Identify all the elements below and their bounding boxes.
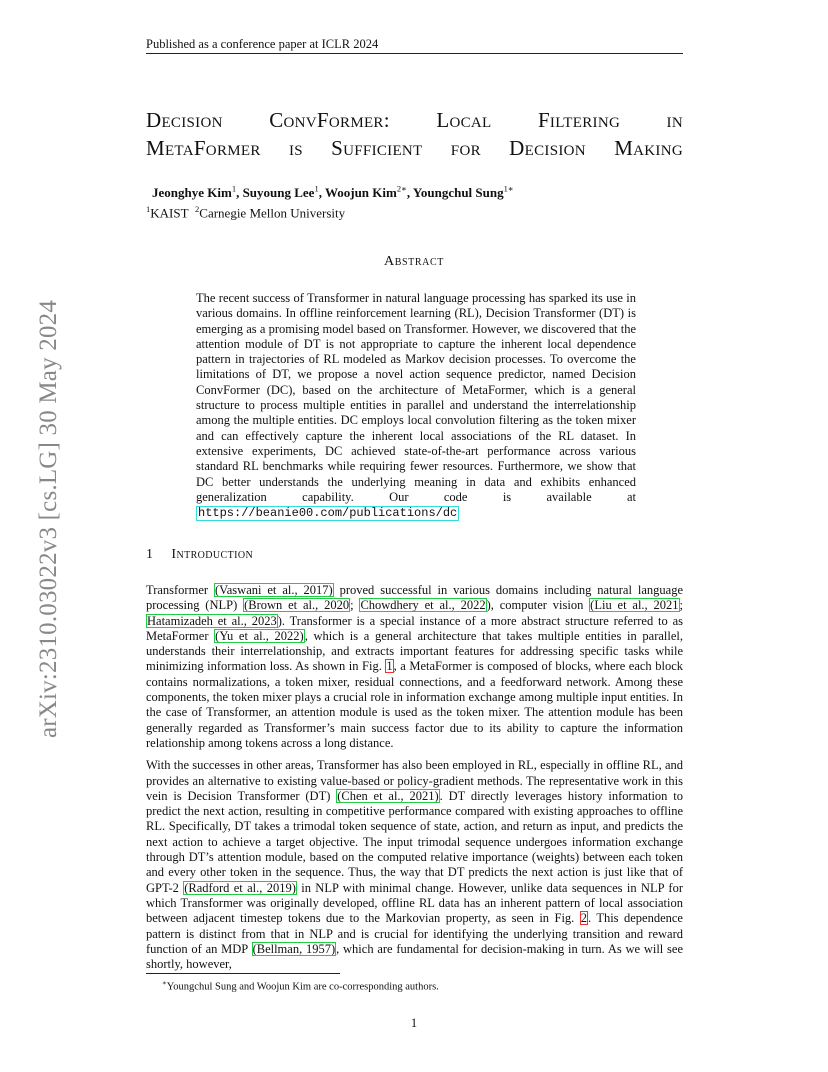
text-run: Transformer — [146, 583, 214, 597]
abstract-text: The recent success of Transformer in natural language processing has sparked its use in various domains. In offline reinforcement learning (RL), Decision Transformer (DT) is emerging as a promising model based on Transformer. However, we discovered that the attention module of DT is not appropriate to capture the inherent local dependence pattern in trajectories of RL modeled as Markov decision processes. To overcome the limitations of DT, we propose a novel action sequence predictor, named Decision ConvFormer (DC), based on the architecture of MetaFormer, which is a general structure to process multiple entities in parallel and understand the interrelationship among the multiple entities. DC employs local convolution filtering as the token mixer and can effectively capture the inherent local associations of the RL dataset. In extensive experiments, DC achieved state-of-the-art performance across various standard RL benchmarks while requiring fewer resources. Furthermore, we show that DC better understands the underlying meaning in data and exhibits enhanced generalization capability. Our code is available at — [196, 291, 636, 504]
paper-title — [146, 106, 683, 162]
introduction-body — [146, 583, 683, 979]
text-run: proved successful in various domains including natural language processing (NLP) — [146, 583, 683, 613]
text-run: ). Transformer is a special instance of a more abstract structure referred to as MetaFormer — [146, 613, 684, 643]
affiliation-2: Carnegie Mellon University — [199, 205, 346, 221]
affiliation-1-mark: 1 — [146, 204, 151, 215]
author-2-mark: 1 — [314, 184, 319, 194]
figure-1-link[interactable]: 1 — [386, 659, 393, 674]
affiliation-1: KAIST — [150, 205, 189, 221]
arxiv-identifier-text: arXiv:2310.03022v3 [cs.LG] 30 May 2024 — [34, 299, 62, 739]
footnote-text: Youngchul Sung and Woojun Kim are co-corresponding authors. — [166, 981, 439, 993]
citation-chowdhery[interactable]: Chowdhery et al., 2022 — [360, 598, 486, 613]
affiliation-2-mark: 2 — [195, 204, 200, 215]
citation-chen[interactable]: (Chen et al., 2021) — [337, 788, 439, 803]
section-title: Introduction — [171, 547, 254, 562]
author-3-mark: 2∗ — [396, 184, 407, 194]
text-run: . This dependence pattern is distinct from that in NLP and is crucial for identifying the underlying transition and reward function of an MDP — [146, 911, 683, 956]
footnote — [162, 977, 662, 994]
section-heading — [146, 547, 253, 563]
author-block — [146, 181, 632, 222]
footnote-rule — [146, 973, 340, 974]
author-2: Suyoung Lee — [242, 185, 315, 201]
text-run: in NLP with minimal change. However, unlike data sequences in NLP for which Transformer was originally developed, offline RL data has an inherent pattern of local association between adjacent timestep tokens due to the Markovian property, as seen in Fig. — [146, 880, 683, 926]
paragraph-1 — [146, 583, 683, 751]
citation-vaswani[interactable]: (Vaswani et al., 2017) — [214, 583, 333, 597]
title-line-2: MetaFormer is Sufficient for Decision Making — [146, 136, 683, 160]
author-4: Youngchul Sung — [412, 185, 504, 201]
citation-radford[interactable]: (Radford et al., 2019) — [184, 880, 296, 895]
author-names: Jeonghye Kim$^1$, Suyoung Lee$^1$, Woojun Kim$^{2∗}$, Youngchul Sung$^{1∗}$ — [152, 184, 514, 201]
text-run: , a MetaFormer is composed of blocks, where each block contains normalizations, a token mixer, residual connections, and a feedforward network. Among these components, the token mixer plays a crucial role in information exchange among multiple input entities. In the case of Transformer, an attention module is used as the token mixer. The attention module has been generally regarded as Transformer’s main success factor due to its ability to capture the information relationship among tokens across a long distance. — [146, 659, 683, 750]
code-url-link[interactable]: https://beanie00.com/publications/dc — [198, 506, 458, 521]
citation-brown[interactable]: (Brown et al., 2020 — [244, 598, 350, 613]
author-4-mark: 1∗ — [503, 184, 514, 194]
page-number: 1 — [410, 1016, 418, 1030]
text-run: With the successes in other areas, Transformer has also been employed in RL, especially in offline RL, and provides an alternative to existing value-based or policy-gradient methods. The representative work in this vein is Decision Transformer (DT) — [146, 758, 683, 803]
citation-yu[interactable]: (Yu et al., 2022) — [215, 628, 304, 643]
author-3: Woojun Kim — [324, 185, 397, 201]
section-number: 1 — [146, 547, 154, 562]
footnote-mark: ∗ — [162, 979, 167, 987]
arxiv-identifier — [34, 278, 63, 760]
citation-hatamizadeh[interactable]: Hatamizadeh et al., 2023 — [147, 613, 277, 628]
text-run: ), computer vision — [486, 598, 590, 613]
figure-2-link[interactable]: 2 — [580, 911, 587, 926]
text-run: , which is a general architecture that takes multiple entities in parallel, understands their interrelationship, and extracts important features for addressing specific tasks while minimizing information loss. As shown in Fig. — [146, 628, 684, 674]
abstract-body — [196, 291, 636, 521]
abstract-heading: Abstract — [384, 254, 444, 269]
text-run: ; — [679, 598, 683, 613]
citation-bellman[interactable]: (Bellman, 1957) — [252, 941, 336, 956]
text-run: , which are fundamental for decision-making in turn. As we will see shortly, however, — [146, 941, 684, 972]
citation-liu[interactable]: (Liu et al., 2021 — [590, 598, 679, 613]
author-1-mark: 1 — [231, 184, 237, 194]
paragraph-2 — [146, 758, 683, 972]
conference-header: Published as a conference paper at ICLR 2024 — [146, 36, 683, 54]
title-line-1: Decision ConvFormer: Local Filtering in — [146, 108, 683, 132]
text-run: ; — [350, 598, 360, 613]
author-1: Jeonghye Kim — [152, 185, 232, 201]
text-run: . DT directly leverages history information to predict the next action, resulting in competitive performance compared with existing approaches to offline RL. Specifically, DT takes a trimodal token sequence of state, action, and return as input, and predicts the next action to achieve a target objective. The input trimodal sequence undergoes information exchange through DT’s attention module, based on the computed relative importance (weights) between each token and every other token in the sequence. Thus, the way that DT predicts the next action is just like that of GPT-2 — [146, 788, 683, 895]
affiliations — [146, 201, 632, 221]
